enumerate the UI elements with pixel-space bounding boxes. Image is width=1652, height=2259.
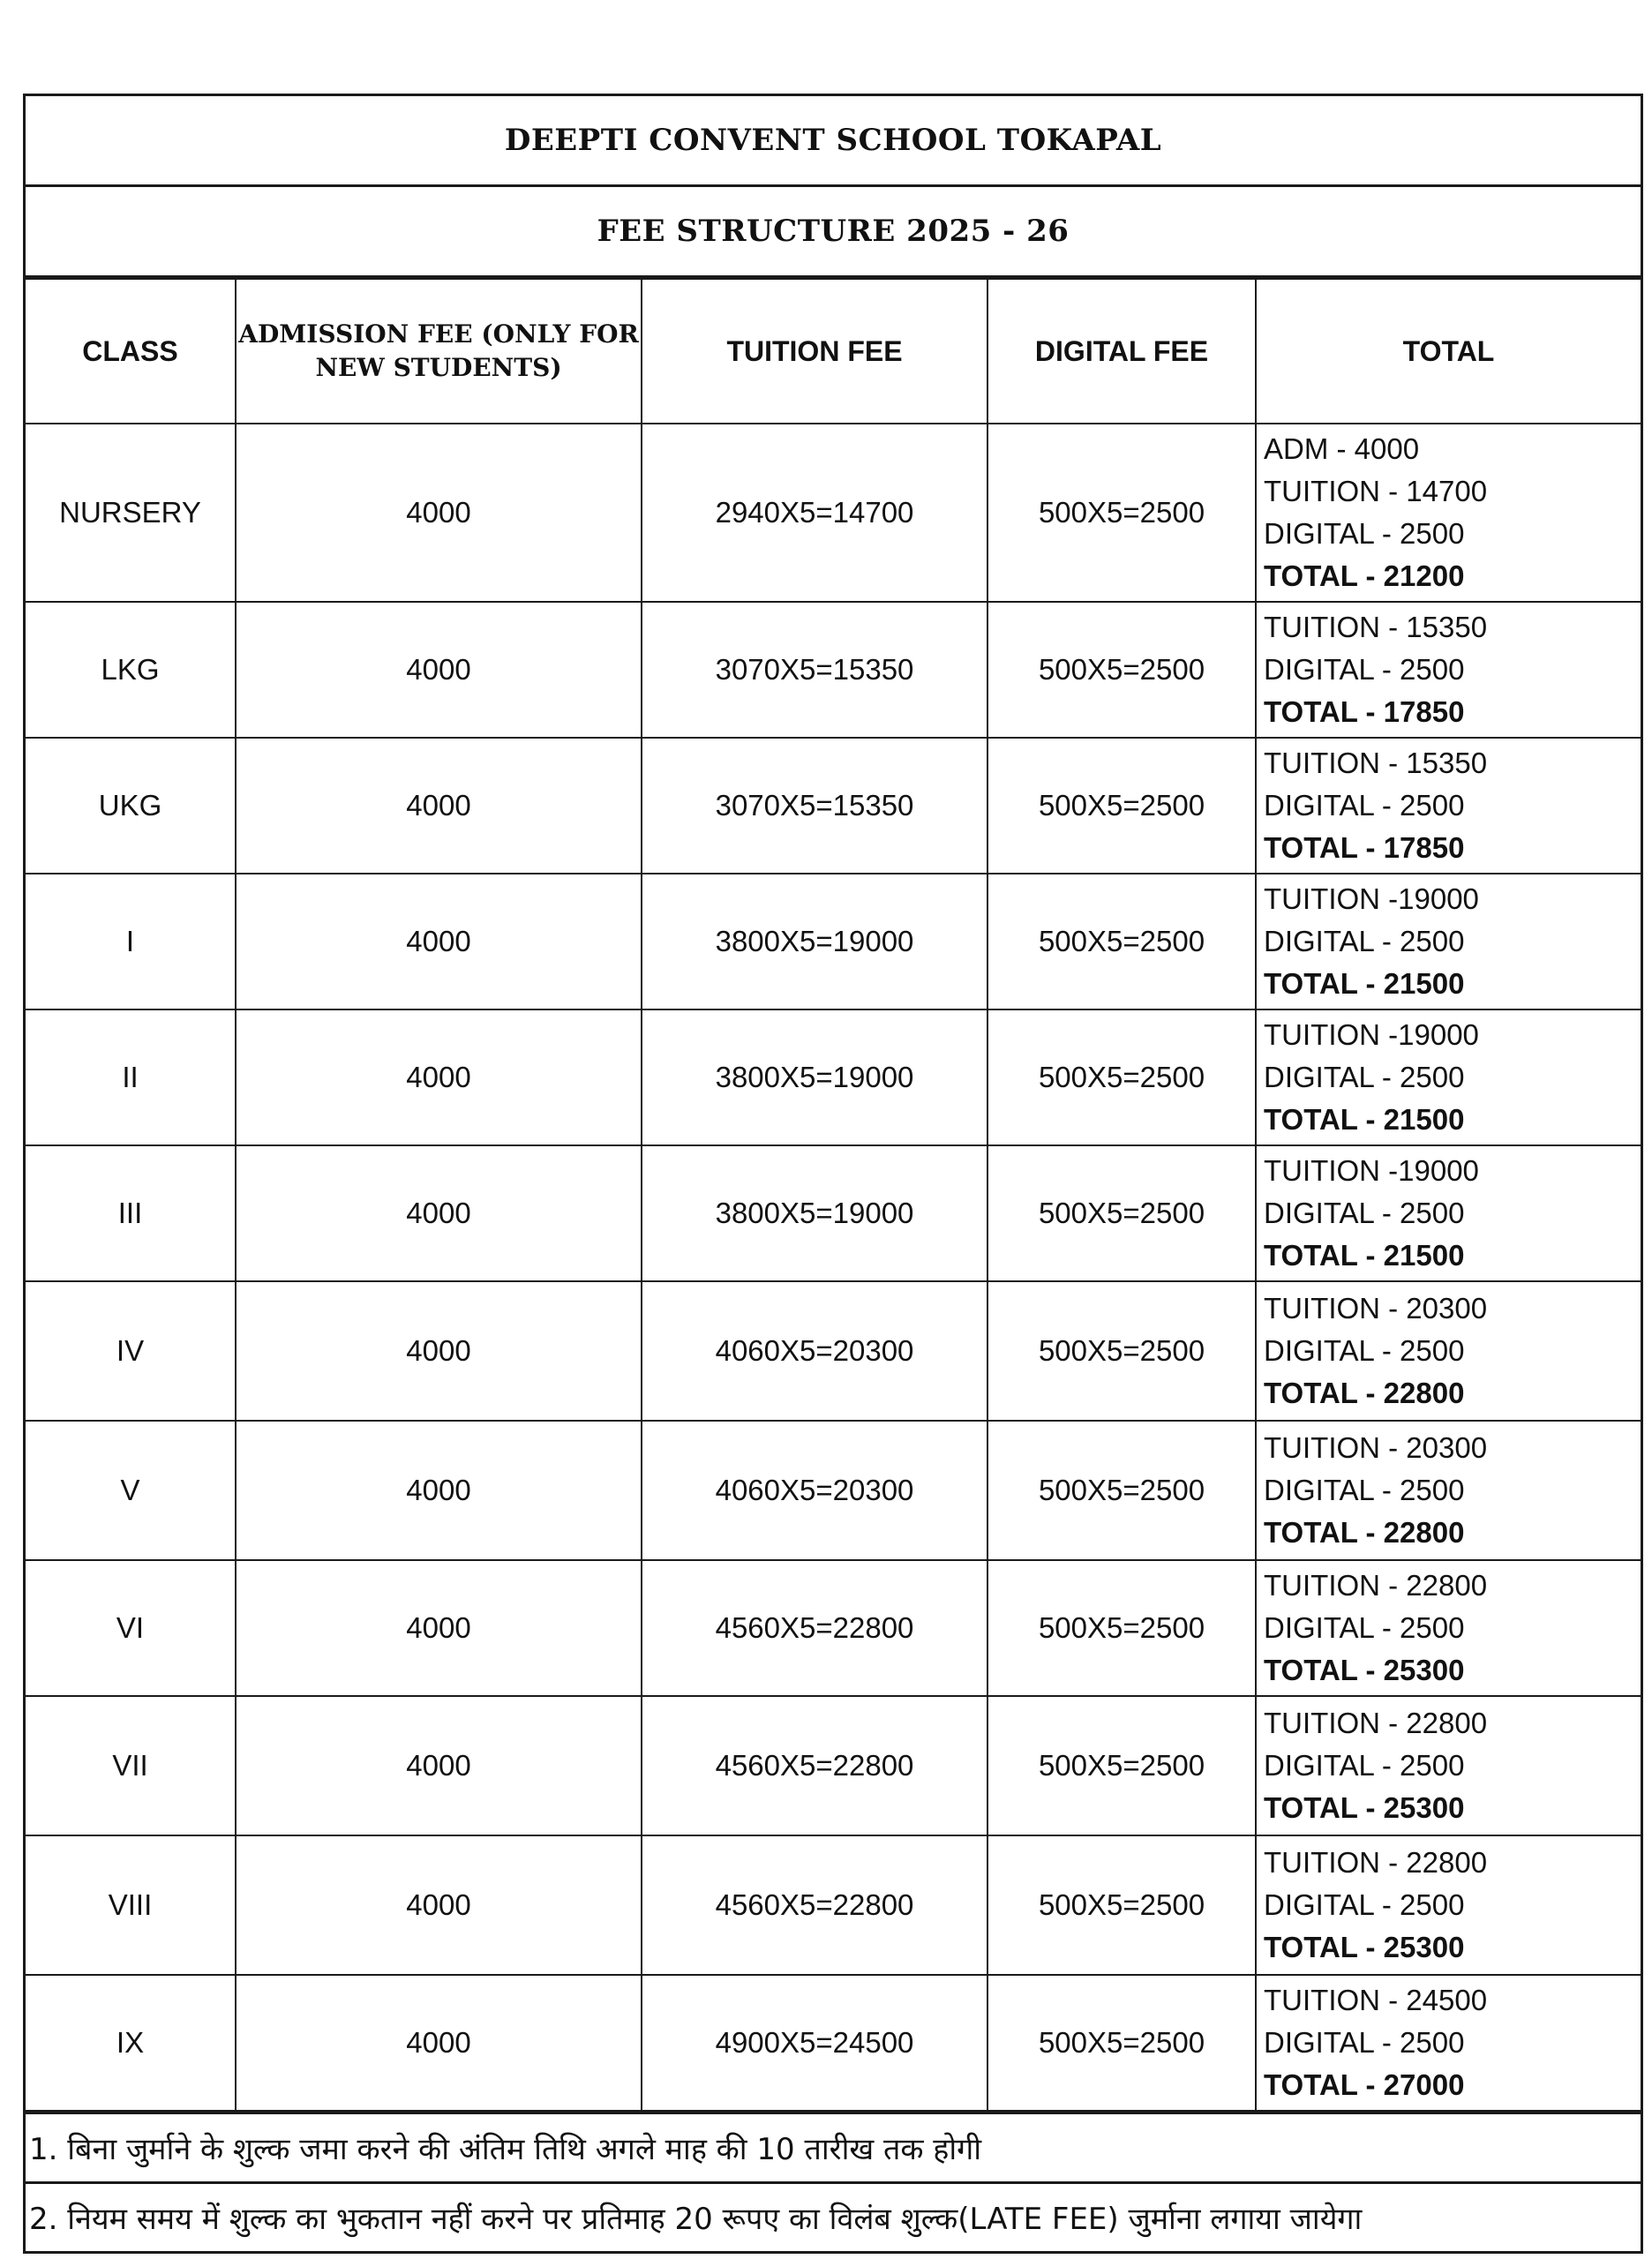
total-breakdown-cell [1256, 1281, 1641, 1421]
total-breakdown-line: DIGITAL - 2500 [1264, 925, 1465, 957]
table-row [26, 874, 1641, 1009]
grand-total-line: TOTAL - 17850 [1264, 695, 1465, 728]
total-breakdown-line: TUITION - 14700 [1264, 475, 1488, 507]
table-row [26, 1009, 1641, 1145]
total-breakdown-line: TUITION -19000 [1264, 882, 1479, 915]
total-breakdown-line: DIGITAL - 2500 [1264, 1474, 1465, 1506]
class-cell: I [26, 874, 236, 1009]
table-header-row [26, 279, 1641, 424]
digital-fee-cell: 500X5=2500 [987, 424, 1256, 602]
total-breakdown-line: TUITION - 22800 [1264, 1846, 1488, 1879]
table-row [26, 1696, 1641, 1835]
table-row [26, 424, 1641, 602]
document-title: FEE STRUCTURE 2025 - 26 [26, 187, 1641, 278]
class-cell: III [26, 1145, 236, 1281]
total-breakdown-line: TUITION - 20300 [1264, 1431, 1488, 1464]
digital-fee-cell: 500X5=2500 [987, 1560, 1256, 1696]
grand-total-line: TOTAL - 17850 [1264, 831, 1465, 864]
total-breakdown-cell [1256, 1560, 1641, 1696]
grand-total-line: TOTAL - 21500 [1264, 967, 1465, 1000]
total-breakdown-cell [1256, 1835, 1641, 1975]
grand-total-line: TOTAL - 21500 [1264, 1103, 1465, 1136]
digital-fee-cell: 500X5=2500 [987, 1281, 1256, 1421]
total-breakdown-line: TUITION - 22800 [1264, 1569, 1488, 1602]
total-breakdown-line: DIGITAL - 2500 [1264, 517, 1465, 550]
column-header-tuition-fee: TUITION FEE [642, 279, 987, 424]
digital-fee-cell: 500X5=2500 [987, 1145, 1256, 1281]
total-breakdown-cell [1256, 1975, 1641, 2111]
admission-fee-cell: 4000 [236, 1421, 642, 1560]
tuition-fee-cell: 3800X5=19000 [642, 874, 987, 1009]
admission-fee-cell: 4000 [236, 1009, 642, 1145]
grand-total-line: TOTAL - 25300 [1264, 1931, 1465, 1963]
admission-fee-cell: 4000 [236, 874, 642, 1009]
total-breakdown-line: DIGITAL - 2500 [1264, 1197, 1465, 1229]
fee-table-body [26, 424, 1641, 2111]
tuition-fee-cell: 3800X5=19000 [642, 1009, 987, 1145]
digital-fee-cell: 500X5=2500 [987, 874, 1256, 1009]
total-breakdown-cell [1256, 424, 1641, 602]
class-cell: IX [26, 1975, 236, 2111]
grand-total-line: TOTAL - 21200 [1264, 559, 1465, 592]
digital-fee-cell: 500X5=2500 [987, 1835, 1256, 1975]
total-breakdown-line: TUITION - 24500 [1264, 1984, 1488, 2016]
grand-total-line: TOTAL - 27000 [1264, 2068, 1465, 2101]
class-cell: VIII [26, 1835, 236, 1975]
total-breakdown-cell [1256, 1009, 1641, 1145]
tuition-fee-cell: 4560X5=22800 [642, 1835, 987, 1975]
note-late-fee-deadline: 1. बिना जुर्माने के शुल्क जमा करने की अंतिम तिथि अगले माह की 10 तारीख तक होगी [29, 2132, 982, 2167]
admission-fee-cell: 4000 [236, 738, 642, 874]
table-row [26, 738, 1641, 874]
total-breakdown-line: DIGITAL - 2500 [1264, 1888, 1465, 1921]
admission-fee-cell: 4000 [236, 1560, 642, 1696]
total-breakdown-line: TUITION -19000 [1264, 1154, 1479, 1187]
tuition-fee-cell: 4900X5=24500 [642, 1975, 987, 2111]
table-row [26, 1145, 1641, 1281]
total-breakdown-cell [1256, 1145, 1641, 1281]
tuition-fee-cell: 4060X5=20300 [642, 1281, 987, 1421]
class-cell: UKG [26, 738, 236, 874]
total-breakdown-line: DIGITAL - 2500 [1264, 653, 1465, 686]
total-breakdown-line: DIGITAL - 2500 [1264, 789, 1465, 822]
total-breakdown-line: TUITION - 15350 [1264, 747, 1488, 779]
class-cell: NURSERY [26, 424, 236, 602]
class-cell: VII [26, 1696, 236, 1835]
class-cell: LKG [26, 602, 236, 738]
school-name: DEEPTI CONVENT SCHOOL TOKAPAL [26, 96, 1641, 187]
digital-fee-cell: 500X5=2500 [987, 602, 1256, 738]
column-header-total: TOTAL [1256, 279, 1641, 424]
total-breakdown-line: DIGITAL - 2500 [1264, 1061, 1465, 1093]
digital-fee-cell: 500X5=2500 [987, 1696, 1256, 1835]
grand-total-line: TOTAL - 25300 [1264, 1791, 1465, 1824]
digital-fee-cell: 500X5=2500 [987, 738, 1256, 874]
table-row [26, 1975, 1641, 2111]
total-breakdown-line: TUITION - 15350 [1264, 611, 1488, 643]
table-row [26, 1835, 1641, 1975]
column-header-class: CLASS [26, 279, 236, 424]
class-cell: VI [26, 1560, 236, 1696]
grand-total-line: TOTAL - 21500 [1264, 1239, 1465, 1272]
tuition-fee-cell: 2940X5=14700 [642, 424, 987, 602]
admission-fee-cell: 4000 [236, 1975, 642, 2111]
total-breakdown-cell [1256, 738, 1641, 874]
grand-total-line: TOTAL - 25300 [1264, 1654, 1465, 1686]
class-cell: II [26, 1009, 236, 1145]
tuition-fee-cell: 3800X5=19000 [642, 1145, 987, 1281]
total-breakdown-line: DIGITAL - 2500 [1264, 1749, 1465, 1782]
total-breakdown-line: ADM - 4000 [1264, 432, 1420, 465]
fee-table [26, 278, 1641, 2112]
total-breakdown-cell [1256, 1421, 1641, 1560]
class-cell: IV [26, 1281, 236, 1421]
table-row [26, 1281, 1641, 1421]
admission-fee-cell: 4000 [236, 602, 642, 738]
notes-section [26, 2112, 1641, 2251]
tuition-fee-cell: 3070X5=15350 [642, 738, 987, 874]
grand-total-line: TOTAL - 22800 [1264, 1516, 1465, 1549]
column-header-admission-fee: ADMISSION FEE (ONLY FOR NEW STUDENTS) [236, 279, 642, 424]
note-late-fee-penalty: 2. नियम समय में शुल्क का भुकतान नहीं करने पर प्रतिमाह 20 रूपए का विलंब शुल्क(LATE FEE) जुर्माना लगाया जायेगा [26, 2181, 1641, 2251]
tuition-fee-cell: 3070X5=15350 [642, 602, 987, 738]
total-breakdown-line: DIGITAL - 2500 [1264, 2026, 1465, 2059]
tuition-fee-cell: 4060X5=20300 [642, 1421, 987, 1560]
admission-fee-cell: 4000 [236, 1696, 642, 1835]
total-breakdown-line: TUITION -19000 [1264, 1018, 1479, 1051]
tuition-fee-cell: 4560X5=22800 [642, 1696, 987, 1835]
digital-fee-cell: 500X5=2500 [987, 1009, 1256, 1145]
total-breakdown-cell [1256, 602, 1641, 738]
total-breakdown-line: TUITION - 20300 [1264, 1292, 1488, 1325]
table-row [26, 602, 1641, 738]
table-row [26, 1560, 1641, 1696]
digital-fee-cell: 500X5=2500 [987, 1975, 1256, 2111]
total-breakdown-line: DIGITAL - 2500 [1264, 1334, 1465, 1367]
fee-structure-sheet [23, 94, 1643, 2254]
class-cell: V [26, 1421, 236, 1560]
digital-fee-cell: 500X5=2500 [987, 1421, 1256, 1560]
admission-fee-cell: 4000 [236, 1835, 642, 1975]
grand-total-line: TOTAL - 22800 [1264, 1377, 1465, 1409]
table-row [26, 1421, 1641, 1560]
column-header-digital-fee: DIGITAL FEE [987, 279, 1256, 424]
admission-fee-cell: 4000 [236, 1281, 642, 1421]
admission-fee-cell: 4000 [236, 1145, 642, 1281]
total-breakdown-line: TUITION - 22800 [1264, 1707, 1488, 1739]
total-breakdown-cell [1256, 1696, 1641, 1835]
total-breakdown-cell [1256, 874, 1641, 1009]
tuition-fee-cell: 4560X5=22800 [642, 1560, 987, 1696]
admission-fee-cell: 4000 [236, 424, 642, 602]
total-breakdown-line: DIGITAL - 2500 [1264, 1611, 1465, 1644]
